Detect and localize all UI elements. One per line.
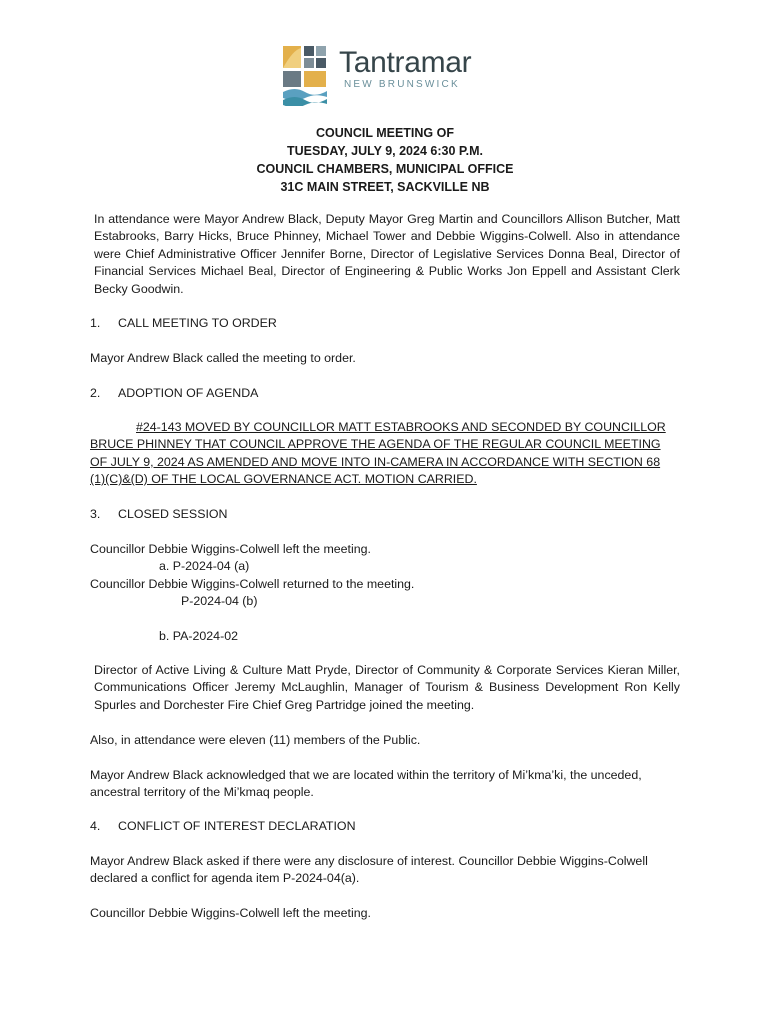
section-3-number: 3. (90, 507, 101, 521)
motion-line-1: #24-143 MOVED BY COUNCILLOR MATT ESTABROOKS AND SECONDED BY COUNCILLOR (136, 420, 666, 434)
section-4-number: 4. (90, 819, 101, 833)
public-attendance: Also, in attendance were eleven (11) members of the Public. (90, 733, 421, 747)
section-1-heading (90, 315, 277, 332)
section-2-heading (90, 385, 258, 402)
tantramar-logo-icon (281, 44, 329, 106)
logo-subtitle: NEW BRUNSWICK (344, 79, 460, 90)
closed-item-a: a. P-2024-04 (a) (159, 559, 250, 573)
heading-line-3: COUNCIL CHAMBERS, MUNICIPAL OFFICE (256, 162, 514, 176)
tantramar-logo (281, 44, 501, 106)
section-4-heading (90, 818, 356, 835)
section-1-number: 1. (90, 316, 101, 330)
motion-line-4: (1)(C)&(D) OF THE LOCAL GOVERNANCE ACT. MOTION CARRIED. (90, 472, 477, 487)
section-3-title: CLOSED SESSION (118, 507, 228, 521)
land-acknowledgement: Mayor Andrew Black acknowledged that we are located within the territory of Mi’kma’ki, the unceded, ancestral territory of the Mi’kmaq people. (90, 768, 642, 800)
heading-line-1: COUNCIL MEETING OF (316, 126, 454, 140)
heading-line-4: 31C MAIN STREET, SACKVILLE NB (280, 180, 490, 194)
section-1-text: Mayor Andrew Black called the meeting to order. (90, 351, 356, 365)
closed-session-left: Councillor Debbie Wiggins-Colwell left the meeting. (90, 542, 371, 556)
attendance-paragraph: In attendance were Mayor Andrew Black, Deputy Mayor Greg Martin and Councillors Allison Butcher, Matt Estabrooks, Barry Hicks, Bruce Phinney, Michael Tower and Debbie Wiggins-Colwell. Also in attendance were Chief Administrative Officer Jennifer Borne, Director of Legislative Services Donna Beal, Director of Financial Services Michael Beal, Director of Engineering & Public Works Jon Eppell and Assistant Clerk Becky Goodwin. (94, 212, 680, 296)
conflict-left-meeting: Councillor Debbie Wiggins-Colwell left the meeting. (90, 906, 371, 920)
closed-item-a2: P-2024-04 (b) (181, 594, 258, 608)
section-3-heading (90, 506, 227, 523)
closed-session-returned: Councillor Debbie Wiggins-Colwell returned to the meeting. (90, 577, 415, 591)
staff-joined-paragraph: Director of Active Living & Culture Matt Pryde, Director of Community & Corporate Services Kieran Miller, Communications Officer Jeremy McLaughlin, Manager of Tourism & Business Development Ron Kelly Spurles and Dorchester Fire Chief Greg Partridge joined the meeting. (94, 663, 680, 712)
motion-line-2: BRUCE PHINNEY THAT COUNCIL APPROVE THE AGENDA OF THE REGULAR COUNCIL MEETING (90, 437, 661, 452)
conflict-declaration: Mayor Andrew Black asked if there were any disclosure of interest. Councillor Debbie Wiggins-Colwell declared a conflict for agenda item P-2024-04(a). (90, 854, 648, 886)
heading-line-2: TUESDAY, JULY 9, 2024 6:30 P.M. (287, 144, 483, 158)
logo-wordmark: Tantramar (339, 46, 472, 79)
motion-line-3: OF JULY 9, 2024 AS AMENDED AND MOVE INTO IN-CAMERA IN ACCORDANCE WITH SECTION 68 (90, 454, 661, 469)
section-4-title: CONFLICT OF INTEREST DECLARATION (118, 819, 356, 833)
section-2-number: 2. (90, 386, 101, 400)
closed-item-b: b. PA-2024-02 (159, 629, 238, 643)
motion-24-143 (90, 419, 680, 489)
meeting-heading (0, 124, 770, 196)
section-1-title: CALL MEETING TO ORDER (118, 316, 277, 330)
section-2-title: ADOPTION OF AGENDA (118, 386, 259, 400)
